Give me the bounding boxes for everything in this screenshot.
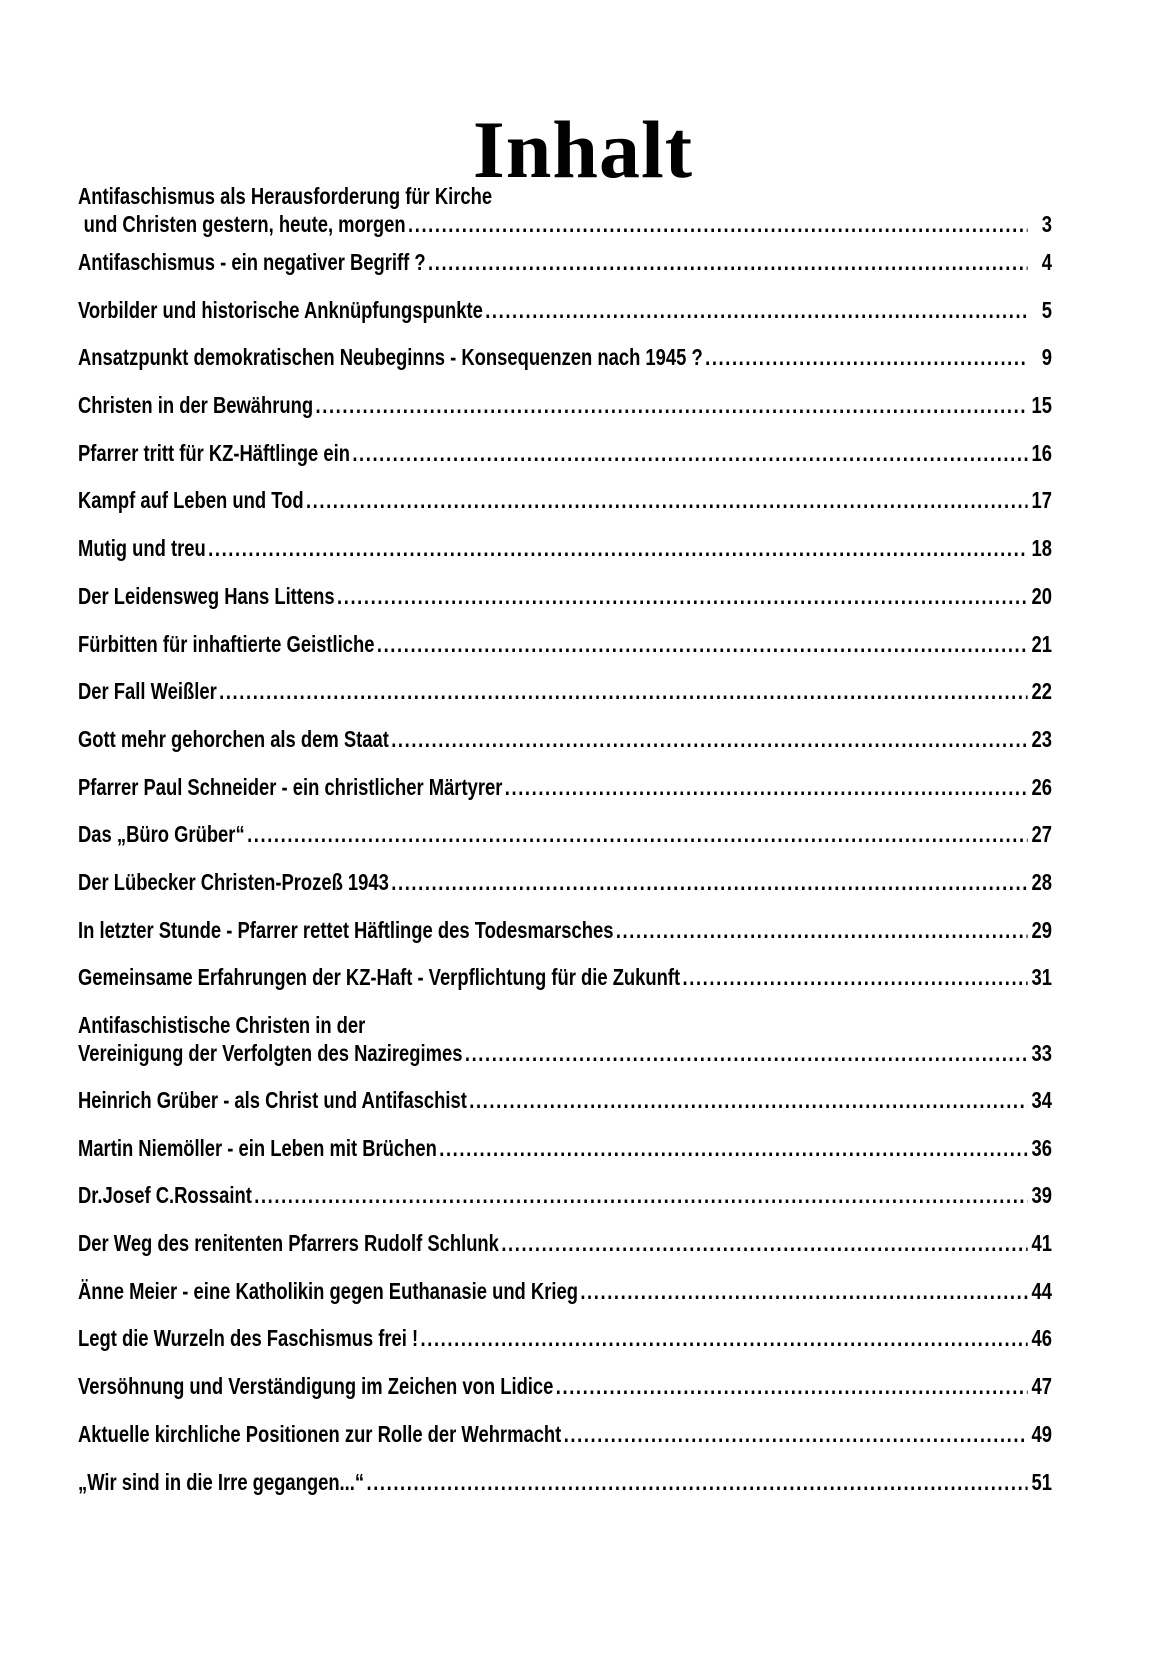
toc-entry-page-number: 28 [1031, 868, 1052, 895]
dot-leader [306, 486, 1027, 514]
toc-entry [78, 773, 1052, 821]
toc-entry [78, 1086, 1052, 1134]
dot-leader [705, 343, 1027, 371]
toc-entry [78, 182, 1052, 248]
toc-entry-row [78, 343, 1052, 371]
toc-entry-title: Heinrich Grüber - als Christ und Antifaschist [78, 1087, 467, 1113]
toc-entry-row [78, 677, 1052, 705]
dot-leader [367, 1468, 1028, 1496]
toc-entry-page-number: 21 [1031, 630, 1052, 657]
toc-entry-row [78, 1324, 1052, 1352]
toc-entry [78, 296, 1052, 344]
toc-entry-title: Fürbitten für inhaftierte Geistliche [78, 630, 375, 657]
toc-entry-row [78, 1134, 1052, 1162]
dot-leader [352, 439, 1027, 467]
toc-entry-row [78, 1372, 1052, 1400]
dot-leader [556, 1372, 1027, 1400]
toc-entry-page-number: 23 [1031, 725, 1052, 752]
dot-leader [421, 1324, 1028, 1352]
toc-entry-title: Mutig und treu [78, 535, 206, 562]
toc-entry [78, 868, 1052, 916]
toc-entry-title: Der Leidensweg Hans Littens [78, 582, 335, 609]
toc-entry-row [78, 296, 1052, 324]
toc-entry [78, 391, 1052, 439]
toc-entry-row [78, 1229, 1052, 1257]
toc-entry [78, 1372, 1052, 1420]
toc-entry [78, 1420, 1052, 1468]
toc-entry [78, 486, 1052, 534]
toc-entry [78, 725, 1052, 773]
toc-entry-row [78, 210, 1052, 238]
toc-entry-title: Legt die Wurzeln des Faschismus frei ! [78, 1325, 419, 1352]
toc-entry-title: Änne Meier - eine Katholikin gegen Euthanasie und Krieg [78, 1277, 578, 1304]
toc-entry-page-number: 41 [1031, 1230, 1052, 1257]
toc-entry-title: Antifaschismus - ein negativer Begriff ? [78, 249, 426, 275]
toc-entry-page-number: 36 [1031, 1134, 1052, 1161]
toc-entry [78, 1011, 1052, 1086]
table-of-contents [78, 182, 1052, 1515]
toc-entry-title: Martin Niemöller - ein Leben mit Brüchen [78, 1134, 437, 1161]
toc-entry-row [78, 391, 1052, 419]
toc-entry-page-number: 5 [1041, 296, 1052, 323]
toc-entry-title: Vereinigung der Verfolgten des Naziregimes [78, 1040, 463, 1066]
toc-entry-title: Versöhnung und Verständigung im Zeichen von Lidice [78, 1373, 554, 1400]
toc-entry-title-line: Antifaschistische Christen in der [78, 1012, 366, 1038]
toc-entry-page-number: 46 [1031, 1325, 1052, 1352]
toc-entry-page-number: 18 [1031, 535, 1052, 562]
dot-leader [505, 773, 1027, 801]
dot-leader [616, 916, 1027, 944]
toc-entry-row [78, 630, 1052, 658]
toc-entry-row [78, 773, 1052, 801]
dot-leader [485, 296, 1027, 324]
toc-entry [78, 1229, 1052, 1277]
toc-entry-title: Vorbilder und historische Anknüpfungspunkte [78, 296, 483, 323]
toc-entry-title: Christen in der Bewährung [78, 392, 314, 419]
toc-entry-row [78, 1039, 1052, 1067]
dot-leader [208, 534, 1027, 562]
toc-entry-page-number: 17 [1031, 487, 1052, 514]
dot-leader [564, 1420, 1028, 1448]
toc-entry [78, 1468, 1052, 1516]
dot-leader [465, 1039, 1027, 1067]
toc-entry [78, 820, 1052, 868]
toc-entry [78, 439, 1052, 487]
toc-entry-page-number: 22 [1031, 678, 1052, 705]
toc-entry-row [78, 1277, 1052, 1305]
toc-entry-title: Ansatzpunkt demokratischen Neubeginns - Konsequenzen nach 1945 ? [78, 344, 703, 371]
toc-entry-page-number: 31 [1031, 964, 1052, 991]
dot-leader [391, 725, 1027, 753]
toc-entry-title: Der Weg des renitenten Pfarrers Rudolf Schlunk [78, 1230, 499, 1257]
toc-entry [78, 534, 1052, 582]
toc-entry-title: Pfarrer Paul Schneider - ein christlicher Märtyrer [78, 773, 503, 800]
toc-entry-row [78, 248, 1052, 276]
toc-entry [78, 677, 1052, 725]
toc-entry-row [78, 582, 1052, 610]
toc-entry-row [78, 963, 1052, 991]
toc-entry-row [78, 868, 1052, 896]
toc-entry-title: Der Fall Weißler [78, 678, 217, 705]
toc-entry [78, 916, 1052, 964]
toc-entry-title: Das „Büro Grüber“ [78, 821, 245, 848]
toc-entry [78, 343, 1052, 391]
toc-entry-title: In letzter Stunde - Pfarrer rettet Häftlinge des Todesmarsches [78, 916, 614, 943]
toc-entry [78, 630, 1052, 678]
toc-entry-row [78, 1420, 1052, 1448]
dot-leader [316, 391, 1028, 419]
toc-entry-row [78, 725, 1052, 753]
toc-entry [78, 1324, 1052, 1372]
toc-entry [78, 1181, 1052, 1229]
toc-entry-title: Der Lübecker Christen-Prozeß 1943 [78, 868, 389, 895]
toc-entry-title: Aktuelle kirchliche Positionen zur Rolle der Wehrmacht [78, 1420, 562, 1447]
dot-leader [254, 1181, 1027, 1209]
toc-entry [78, 582, 1052, 630]
toc-entry-page-number: 16 [1031, 439, 1052, 466]
toc-entry-row [78, 1468, 1052, 1496]
toc-entry-title: Gott mehr gehorchen als dem Staat [78, 725, 389, 752]
toc-entry-page-number: 4 [1041, 249, 1052, 275]
toc-entry-page-number: 49 [1031, 1420, 1052, 1447]
toc-entry-title-line: Antifaschismus als Herausforderung für Kirche [78, 183, 493, 209]
dot-leader [501, 1229, 1027, 1257]
dot-leader [428, 248, 1027, 276]
toc-entry-title: Kampf auf Leben und Tod [78, 487, 304, 514]
toc-entry [78, 1277, 1052, 1325]
toc-entry-title: Gemeinsame Erfahrungen der KZ-Haft - Verpflichtung für die Zukunft [78, 964, 681, 991]
toc-entry-title: Pfarrer tritt für KZ-Häftlinge ein [78, 439, 350, 466]
dot-leader [337, 582, 1027, 610]
toc-entry-page-number: 26 [1031, 773, 1052, 800]
dot-leader [683, 963, 1028, 991]
dot-leader [408, 210, 1027, 238]
toc-entry-page-number: 39 [1031, 1182, 1052, 1209]
toc-entry-row [78, 820, 1052, 848]
toc-entry-title: und Christen gestern, heute, morgen [83, 211, 406, 237]
toc-entry-page-number: 29 [1031, 916, 1052, 943]
dot-leader [247, 820, 1027, 848]
toc-entry-page-number: 34 [1031, 1087, 1052, 1113]
toc-entry-row [78, 534, 1052, 562]
toc-entry-title: Dr.Josef C.Rossaint [78, 1182, 252, 1209]
toc-entry-page-number: 51 [1031, 1468, 1052, 1495]
toc-entry-page-number: 47 [1031, 1373, 1052, 1400]
dot-leader [469, 1086, 1027, 1114]
toc-entry-row [78, 439, 1052, 467]
dot-leader [580, 1277, 1027, 1305]
dot-leader [391, 868, 1027, 896]
dot-leader [377, 630, 1027, 658]
toc-entry-page-number: 27 [1031, 821, 1052, 848]
toc-entry [78, 248, 1052, 296]
toc-entry-page-number: 15 [1031, 392, 1052, 419]
toc-entry-page-number: 20 [1031, 582, 1052, 609]
toc-entry [78, 963, 1052, 1011]
toc-entry-page-number: 44 [1031, 1277, 1052, 1304]
toc-entry-page-number: 33 [1031, 1040, 1052, 1066]
toc-entry-row [78, 1181, 1052, 1209]
toc-entry-row [78, 916, 1052, 944]
toc-entry [78, 1134, 1052, 1182]
dot-leader [439, 1134, 1027, 1162]
toc-entry-title: „Wir sind in die Irre gegangen...“ [78, 1468, 365, 1495]
dot-leader [219, 677, 1027, 705]
toc-entry-page-number: 9 [1041, 344, 1052, 371]
toc-entry-row [78, 486, 1052, 514]
toc-entry-page-number: 3 [1041, 211, 1052, 237]
toc-entry-row [78, 1086, 1052, 1114]
page-title: Inhalt [472, 104, 694, 195]
